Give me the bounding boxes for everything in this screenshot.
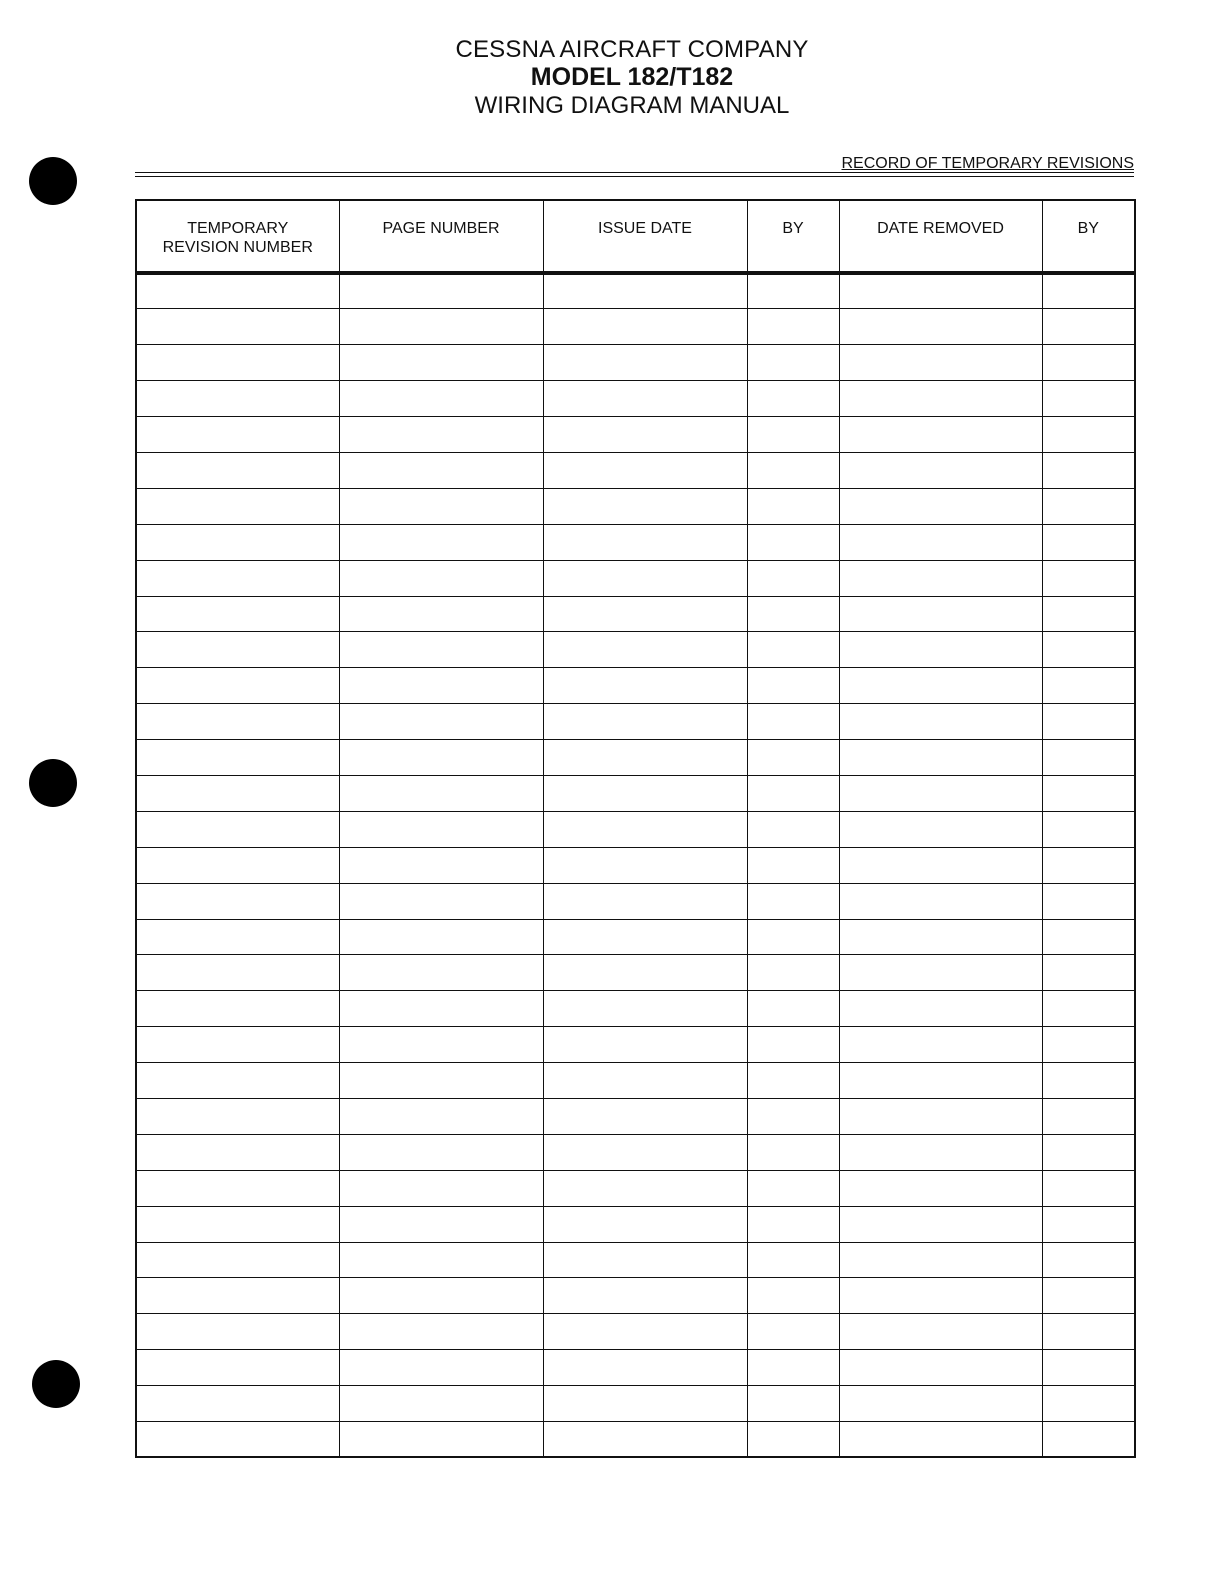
table-row: [136, 524, 1135, 560]
table-cell: [1042, 811, 1135, 847]
table-cell: [839, 560, 1042, 596]
table-cell: [339, 883, 543, 919]
table-row: [136, 1242, 1135, 1278]
table-cell: [543, 524, 747, 560]
table-cell: [339, 775, 543, 811]
table-cell: [543, 847, 747, 883]
table-cell: [839, 381, 1042, 417]
table-cell: [839, 1242, 1042, 1278]
table-cell: [839, 273, 1042, 309]
table-row: [136, 596, 1135, 632]
table-cell: [136, 488, 339, 524]
table-cell: [839, 596, 1042, 632]
table-cell: [1042, 309, 1135, 345]
table-row: [136, 488, 1135, 524]
header-rule: [135, 172, 1134, 173]
table-cell: [1042, 1242, 1135, 1278]
company-name: CESSNA AIRCRAFT COMPANY: [455, 36, 809, 63]
table-cell: [339, 919, 543, 955]
table-cell: [339, 488, 543, 524]
table-cell: [339, 1170, 543, 1206]
table-cell: [1042, 273, 1135, 309]
table-cell: [839, 1278, 1042, 1314]
table-cell: [339, 452, 543, 488]
table-cell: [1042, 883, 1135, 919]
table-cell: [136, 811, 339, 847]
table-cell: [543, 1350, 747, 1386]
table-cell: [1042, 991, 1135, 1027]
table-cell: [747, 345, 839, 381]
column-header-page-number: PAGE NUMBER: [339, 200, 543, 273]
table-cell: [543, 417, 747, 453]
table-cell: [136, 1386, 339, 1422]
table-cell: [1042, 1134, 1135, 1170]
table-cell: [1042, 1386, 1135, 1422]
table-cell: [747, 1386, 839, 1422]
table-row: [136, 452, 1135, 488]
table-cell: [136, 417, 339, 453]
table-cell: [543, 381, 747, 417]
table-cell: [1042, 1027, 1135, 1063]
table-row: [136, 740, 1135, 776]
table-cell: [543, 740, 747, 776]
table-cell: [543, 1063, 747, 1099]
temporary-revisions-table: [135, 199, 1136, 1458]
table-row: [136, 1063, 1135, 1099]
table-cell: [747, 919, 839, 955]
table-cell: [1042, 740, 1135, 776]
table-cell: [747, 775, 839, 811]
table-row: [136, 273, 1135, 309]
table-row: [136, 309, 1135, 345]
table-cell: [136, 740, 339, 776]
table-cell: [839, 1206, 1042, 1242]
table-cell: [543, 1242, 747, 1278]
table-cell: [339, 1063, 543, 1099]
table-cell: [339, 345, 543, 381]
table-cell: [339, 1027, 543, 1063]
table-cell: [839, 345, 1042, 381]
table-cell: [543, 1170, 747, 1206]
column-header-date-removed: DATE REMOVED: [839, 200, 1042, 273]
table-cell: [136, 1170, 339, 1206]
table-cell: [136, 919, 339, 955]
table-cell: [136, 381, 339, 417]
table-row: [136, 955, 1135, 991]
table-cell: [136, 524, 339, 560]
table-cell: [747, 668, 839, 704]
table-cell: [747, 632, 839, 668]
table-cell: [839, 488, 1042, 524]
table-cell: [839, 1422, 1042, 1458]
table-cell: [1042, 1063, 1135, 1099]
table-cell: [1042, 668, 1135, 704]
table-cell: [747, 1278, 839, 1314]
table-row: [136, 847, 1135, 883]
table-cell: [747, 847, 839, 883]
table-cell: [543, 883, 747, 919]
table-cell: [1042, 524, 1135, 560]
table-cell: [839, 811, 1042, 847]
table-cell: [1042, 381, 1135, 417]
table-row: [136, 345, 1135, 381]
table-cell: [136, 273, 339, 309]
table-cell: [136, 632, 339, 668]
table-cell: [1042, 704, 1135, 740]
table-cell: [136, 1098, 339, 1134]
table-row: [136, 1170, 1135, 1206]
table-row: [136, 775, 1135, 811]
table-cell: [339, 1206, 543, 1242]
table-cell: [1042, 1098, 1135, 1134]
table-cell: [1042, 417, 1135, 453]
table-cell: [543, 1098, 747, 1134]
table-cell: [747, 740, 839, 776]
table-row: [136, 1134, 1135, 1170]
table-cell: [543, 1278, 747, 1314]
table-cell: [339, 273, 543, 309]
table-cell: [747, 273, 839, 309]
table-cell: [747, 452, 839, 488]
table-cell: [839, 1134, 1042, 1170]
table-cell: [747, 955, 839, 991]
table-cell: [1042, 596, 1135, 632]
binder-punch-hole: [29, 759, 77, 807]
table-row: [136, 668, 1135, 704]
table-cell: [339, 524, 543, 560]
table-cell: [839, 1098, 1042, 1134]
table-cell: [136, 452, 339, 488]
table-cell: [136, 955, 339, 991]
manual-title: WIRING DIAGRAM MANUAL: [474, 92, 790, 119]
table-cell: [747, 1314, 839, 1350]
table-cell: [339, 1278, 543, 1314]
table-cell: [136, 1314, 339, 1350]
table-cell: [136, 1422, 339, 1458]
table-cell: [1042, 488, 1135, 524]
table-cell: [1042, 847, 1135, 883]
table-row: [136, 704, 1135, 740]
table-row: [136, 1314, 1135, 1350]
table-cell: [839, 309, 1042, 345]
table-cell: [339, 1242, 543, 1278]
table-cell: [839, 991, 1042, 1027]
table-cell: [543, 1027, 747, 1063]
table-body: [136, 273, 1135, 1457]
table-row: [136, 1350, 1135, 1386]
table-cell: [1042, 1170, 1135, 1206]
table-cell: [136, 1063, 339, 1099]
table-cell: [1042, 1350, 1135, 1386]
table-cell: [839, 919, 1042, 955]
table-cell: [136, 668, 339, 704]
table-row: [136, 632, 1135, 668]
table-cell: [839, 1386, 1042, 1422]
table-cell: [136, 309, 339, 345]
table-cell: [136, 847, 339, 883]
table-cell: [543, 704, 747, 740]
table-cell: [339, 1350, 543, 1386]
table-cell: [747, 1027, 839, 1063]
table-cell: [1042, 1278, 1135, 1314]
table-cell: [839, 704, 1042, 740]
table-cell: [543, 955, 747, 991]
table-cell: [839, 1063, 1042, 1099]
table-cell: [747, 704, 839, 740]
table-cell: [339, 811, 543, 847]
table-cell: [136, 1134, 339, 1170]
table-cell: [136, 1206, 339, 1242]
table-cell: [136, 1027, 339, 1063]
table-row: [136, 560, 1135, 596]
table-cell: [839, 1027, 1042, 1063]
table-cell: [543, 452, 747, 488]
table-cell: [747, 381, 839, 417]
table-cell: [1042, 775, 1135, 811]
table-cell: [839, 847, 1042, 883]
table-cell: [339, 1098, 543, 1134]
section-title: RECORD OF TEMPORARY REVISIONS: [841, 155, 1134, 172]
table-cell: [543, 560, 747, 596]
table-cell: [543, 309, 747, 345]
table-cell: [136, 775, 339, 811]
table-cell: [543, 1134, 747, 1170]
table-cell: [136, 991, 339, 1027]
table-cell: [747, 560, 839, 596]
table-cell: [543, 1386, 747, 1422]
table-row: [136, 919, 1135, 955]
table-cell: [839, 452, 1042, 488]
table-cell: [747, 991, 839, 1027]
table-cell: [1042, 345, 1135, 381]
table-cell: [136, 596, 339, 632]
column-header-by: BY: [747, 200, 839, 273]
table-cell: [543, 991, 747, 1027]
table-cell: [339, 847, 543, 883]
table-cell: [339, 1134, 543, 1170]
table-cell: [839, 417, 1042, 453]
table-cell: [1042, 1422, 1135, 1458]
table-cell: [1042, 919, 1135, 955]
table-cell: [339, 991, 543, 1027]
table-row: [136, 883, 1135, 919]
table-row: [136, 811, 1135, 847]
table-cell: [747, 488, 839, 524]
table-cell: [543, 1314, 747, 1350]
table-row: [136, 1206, 1135, 1242]
table-cell: [747, 1170, 839, 1206]
document-header: [0, 36, 1232, 122]
table-cell: [339, 1422, 543, 1458]
table-cell: [747, 524, 839, 560]
table-cell: [339, 704, 543, 740]
table-cell: [747, 1134, 839, 1170]
table-cell: [543, 596, 747, 632]
table-cell: [1042, 1314, 1135, 1350]
table-cell: [543, 1422, 747, 1458]
table-cell: [747, 1063, 839, 1099]
table-cell: [839, 740, 1042, 776]
table-cell: [543, 488, 747, 524]
table-cell: [747, 1242, 839, 1278]
table-cell: [1042, 955, 1135, 991]
table-cell: [839, 1350, 1042, 1386]
table-cell: [839, 1170, 1042, 1206]
table-cell: [136, 1350, 339, 1386]
column-header-issue-date: ISSUE DATE: [543, 200, 747, 273]
table-cell: [339, 560, 543, 596]
table-cell: [747, 309, 839, 345]
table-cell: [543, 668, 747, 704]
table-cell: [1042, 1206, 1135, 1242]
table-cell: [136, 704, 339, 740]
table-cell: [1042, 632, 1135, 668]
table-row: [136, 1278, 1135, 1314]
table-cell: [136, 345, 339, 381]
table-cell: [839, 632, 1042, 668]
table-cell: [339, 381, 543, 417]
table-cell: [839, 1314, 1042, 1350]
table-cell: [839, 524, 1042, 560]
column-header-revision-number: TEMPORARY REVISION NUMBER: [136, 200, 339, 273]
table-cell: [543, 345, 747, 381]
table-cell: [747, 1350, 839, 1386]
table-cell: [543, 919, 747, 955]
table-cell: [136, 1242, 339, 1278]
table-cell: [339, 596, 543, 632]
table-cell: [839, 883, 1042, 919]
table-cell: [747, 811, 839, 847]
table-cell: [747, 1098, 839, 1134]
table-cell: [747, 883, 839, 919]
table-header-row: [136, 200, 1135, 273]
model-title: MODEL 182/T182: [530, 63, 734, 91]
table-cell: [839, 668, 1042, 704]
header-rule: [135, 176, 1134, 177]
table-cell: [339, 955, 543, 991]
table-row: [136, 1386, 1135, 1422]
table-row: [136, 1027, 1135, 1063]
table-row: [136, 417, 1135, 453]
table-cell: [339, 740, 543, 776]
column-header-by-removed: BY: [1042, 200, 1135, 273]
table-cell: [543, 811, 747, 847]
table-row: [136, 381, 1135, 417]
table-row: [136, 1422, 1135, 1458]
table-cell: [747, 417, 839, 453]
table-cell: [747, 1422, 839, 1458]
table-cell: [339, 668, 543, 704]
table-cell: [839, 775, 1042, 811]
table-cell: [136, 560, 339, 596]
table-cell: [339, 417, 543, 453]
table-cell: [543, 775, 747, 811]
table-cell: [339, 1314, 543, 1350]
table-cell: [543, 273, 747, 309]
table-cell: [136, 1278, 339, 1314]
table-cell: [747, 596, 839, 632]
table-cell: [1042, 560, 1135, 596]
table-cell: [136, 883, 339, 919]
table-row: [136, 991, 1135, 1027]
table-cell: [339, 309, 543, 345]
table-cell: [543, 1206, 747, 1242]
table-cell: [747, 1206, 839, 1242]
binder-punch-hole: [29, 157, 77, 205]
binder-punch-hole: [32, 1360, 80, 1408]
table-cell: [543, 632, 747, 668]
table-cell: [339, 1386, 543, 1422]
table-row: [136, 1098, 1135, 1134]
table-cell: [1042, 452, 1135, 488]
table-cell: [839, 955, 1042, 991]
table-cell: [339, 632, 543, 668]
